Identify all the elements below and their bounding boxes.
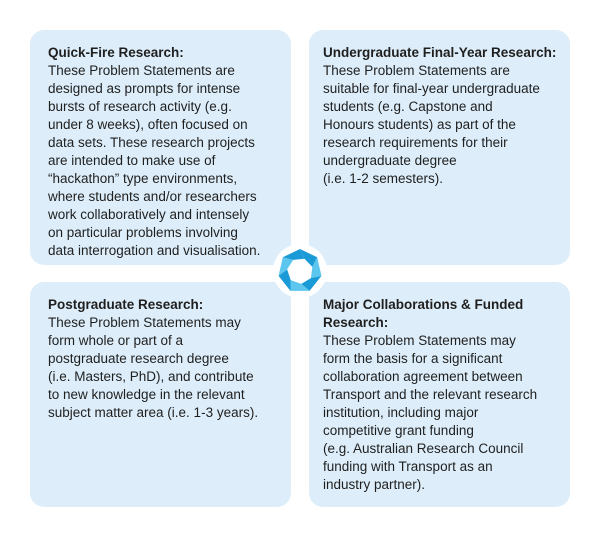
quadrant-title: Quick-Fire Research: <box>48 45 184 60</box>
quadrant-postgraduate-research <box>30 282 291 507</box>
quadrant-body: These Problem Statements are suitable for final-year undergraduate students (e.g. Capstone and Honours students) as part of the research requirements for their undergraduate degree (i.e. 1-2 semesters). <box>323 63 540 186</box>
heptagon-logo-icon <box>272 243 328 299</box>
quadrant-body: These Problem Statements are designed as prompts for intense bursts of research activity (e.g. under 8 weeks), often focused on data sets. These research projects are intended to make use of “hackathon” type environments, where students and/or researchers work collaboratively and intensely on particular problems involving data interrogation and visualisation. <box>48 63 261 258</box>
quadrant-quick-fire-research <box>30 30 291 265</box>
quadrant-title: Undergraduate Final-Year Research: <box>323 45 557 60</box>
quadrant-major-collaborations <box>309 282 570 507</box>
quadrant-title: Major Collaborations & Funded Research: <box>323 297 524 330</box>
quadrant-body: These Problem Statements may form whole or part of a postgraduate research degree (i.e. Masters, PhD), and contribute to new knowledge in the relevant subject matter area (i.e. 1-3 years). <box>48 315 259 420</box>
quadrant-body: These Problem Statements may form the basis for a significant collaboration agreement between Transport and the relevant research institution, including major competitive grant funding (e.g. Australian Research Council funding with Transport as an industry partner). <box>323 333 538 492</box>
quadrant-title: Postgraduate Research: <box>48 297 204 312</box>
quadrant-undergraduate-research <box>309 30 570 265</box>
